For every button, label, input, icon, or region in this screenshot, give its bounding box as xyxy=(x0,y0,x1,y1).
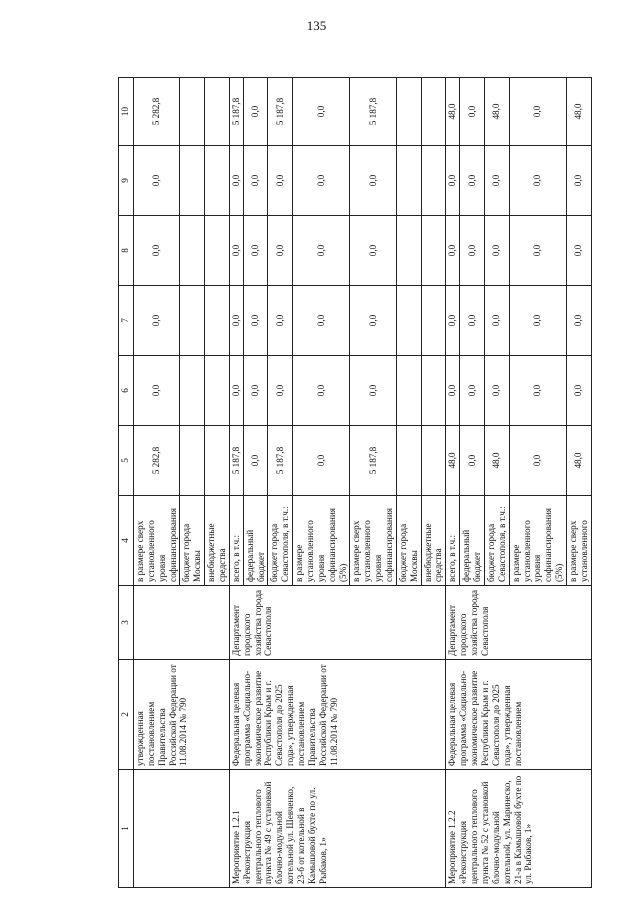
amount-cell xyxy=(396,286,421,356)
amount-cell: 0,0 xyxy=(268,216,293,286)
amount-cell xyxy=(205,426,230,496)
amount-cell: 0,0 xyxy=(293,78,350,146)
amount-cell: 5 187,8 xyxy=(268,78,293,146)
col-header-5: 5 xyxy=(119,426,134,496)
amount-cell: 0,0 xyxy=(566,286,591,356)
executor-cell: Департамент городского хозяйства города Севастополя xyxy=(446,586,591,660)
amount-cell xyxy=(396,146,421,216)
executor-cell xyxy=(134,586,230,660)
amount-cell xyxy=(421,146,446,216)
amount-cell: 0,0 xyxy=(460,78,485,146)
measure-cell: Мероприятие 1.2.1 «Реконструкция центрального теплового пункта № 49 с установкой блочно-модульной котельной ул. Шевченко, 23-б от котельной в Камышовой бухте по ул. Рыбаков, 1» xyxy=(229,770,445,888)
amount-cell: 0,0 xyxy=(134,286,180,356)
funding-source-label: бюджет города Севастополя, в т.ч.: xyxy=(484,496,509,586)
table-row xyxy=(134,78,180,888)
amount-cell: 5 282,8 xyxy=(134,426,180,496)
funding-source-label: бюджет города Москвы xyxy=(396,496,421,586)
header-row xyxy=(119,78,134,888)
amount-cell: 0,0 xyxy=(460,216,485,286)
amount-cell: 0,0 xyxy=(229,286,243,356)
program-cell: Федеральная целевая программа «Социально-экономическое развитие Республики Крым и г. Севастополя до 2025 года», утвержденная постановлением xyxy=(446,660,591,770)
amount-cell xyxy=(421,78,446,146)
amount-cell: 5 187,8 xyxy=(268,426,293,496)
amount-cell: 0,0 xyxy=(460,146,485,216)
amount-cell: 0,0 xyxy=(134,356,180,426)
amount-cell: 0,0 xyxy=(243,78,268,146)
amount-cell: 48,0 xyxy=(566,426,591,496)
amount-cell: 0,0 xyxy=(268,356,293,426)
amount-cell: 5 187,8 xyxy=(350,78,396,146)
amount-cell: 0,0 xyxy=(566,216,591,286)
funding-source-label: бюджет города Москвы xyxy=(180,496,205,586)
funding-source-label: внебюджетные средства xyxy=(421,496,446,586)
amount-cell: 0,0 xyxy=(350,356,396,426)
amount-cell xyxy=(396,356,421,426)
funding-source-label: внебюджетные средства xyxy=(205,496,230,586)
col-header-2: 2 xyxy=(119,660,134,770)
col-header-3: 3 xyxy=(119,586,134,660)
funding-source-label: всего, в т.ч.: xyxy=(446,496,460,586)
amount-cell xyxy=(180,286,205,356)
amount-cell: 0,0 xyxy=(509,78,566,146)
amount-cell xyxy=(180,146,205,216)
funding-source-label: бюджет города Севастополя, в т.ч.: xyxy=(268,496,293,586)
amount-cell xyxy=(180,216,205,286)
amount-cell: 0,0 xyxy=(243,146,268,216)
amount-cell: 0,0 xyxy=(509,216,566,286)
amount-cell: 0,0 xyxy=(484,146,509,216)
amount-cell xyxy=(180,356,205,426)
amount-cell xyxy=(421,216,446,286)
amount-cell xyxy=(205,146,230,216)
amount-cell: 0,0 xyxy=(243,216,268,286)
amount-cell: 0,0 xyxy=(484,286,509,356)
amount-cell: 0,0 xyxy=(460,356,485,426)
amount-cell: 0,0 xyxy=(509,286,566,356)
col-header-4: 4 xyxy=(119,496,134,586)
amount-cell: 0,0 xyxy=(484,356,509,426)
col-header-9: 9 xyxy=(119,146,134,216)
amount-cell: 0,0 xyxy=(566,356,591,426)
amount-cell: 0,0 xyxy=(509,426,566,496)
funding-source-label: в размере сверх установленного уровня софинансирования xyxy=(350,496,396,586)
amount-cell: 0,0 xyxy=(229,146,243,216)
amount-cell: 0,0 xyxy=(484,216,509,286)
amount-cell: 0,0 xyxy=(134,216,180,286)
amount-cell xyxy=(205,286,230,356)
amount-cell: 0,0 xyxy=(268,286,293,356)
amount-cell: 48,0 xyxy=(484,78,509,146)
col-header-7: 7 xyxy=(119,286,134,356)
col-header-8: 8 xyxy=(119,216,134,286)
amount-cell: 5 187,8 xyxy=(350,426,396,496)
amount-cell: 0,0 xyxy=(350,216,396,286)
amount-cell: 0,0 xyxy=(229,356,243,426)
amount-cell xyxy=(421,426,446,496)
amount-cell: 0,0 xyxy=(509,146,566,216)
amount-cell: 0,0 xyxy=(350,286,396,356)
amount-cell: 0,0 xyxy=(134,146,180,216)
amount-cell: 48,0 xyxy=(446,426,460,496)
amount-cell: 48,0 xyxy=(446,78,460,146)
amount-cell xyxy=(180,78,205,146)
measure-cell: Мероприятие 1.2.2 «Реконструкция центрального теплового пункта № 52 с установкой блочно-модульной котельной, ул. Маринеско, 21-а в Камышовой бухте по ул. Рыбаков, 1» xyxy=(446,770,591,888)
col-header-6: 6 xyxy=(119,356,134,426)
amount-cell: 0,0 xyxy=(460,286,485,356)
funding-source-label: федеральный бюджет xyxy=(460,496,485,586)
executor-cell: Департамент городского хозяйства города Севастополя xyxy=(229,586,445,660)
funding-source-label: в размере сверх установленного xyxy=(566,496,591,586)
amount-cell: 0,0 xyxy=(446,356,460,426)
amount-cell: 48,0 xyxy=(566,78,591,146)
funding-source-label: всего, в т.ч.: xyxy=(229,496,243,586)
amount-cell: 0,0 xyxy=(350,146,396,216)
rotated-table xyxy=(118,78,622,888)
amount-cell: 0,0 xyxy=(243,286,268,356)
amount-cell xyxy=(421,286,446,356)
program-cell: Федеральная целевая программа «Социально-экономическое развитие Республики Крым и г. Севастополя до 2025 года», утвержденная постановлением Правительства Российской Федерации от 11.08.2014 № 790 xyxy=(229,660,445,770)
program-cell: утвержденная постановлением Правительства Российской Федерации от 11.08.2014 № 790 xyxy=(134,660,230,770)
table-row xyxy=(229,78,243,888)
page-number: 135 xyxy=(306,18,327,33)
amount-cell: 5 282,8 xyxy=(134,78,180,146)
amount-cell xyxy=(396,426,421,496)
amount-cell: 0,0 xyxy=(509,356,566,426)
amount-cell: 0,0 xyxy=(566,146,591,216)
amount-cell: 0,0 xyxy=(293,286,350,356)
amount-cell: 0,0 xyxy=(243,356,268,426)
amount-cell: 0,0 xyxy=(243,426,268,496)
amount-cell: 0,0 xyxy=(446,146,460,216)
funding-source-label: в размере установленного уровня софинансирования (5%) xyxy=(509,496,566,586)
amount-cell: 0,0 xyxy=(268,146,293,216)
rotated-table-container xyxy=(118,78,622,888)
amount-cell: 0,0 xyxy=(446,286,460,356)
amount-cell xyxy=(180,426,205,496)
amount-cell xyxy=(421,356,446,426)
funding-source-label: федеральный бюджет xyxy=(243,496,268,586)
amount-cell: 0,0 xyxy=(293,426,350,496)
amount-cell: 0,0 xyxy=(446,216,460,286)
amount-cell: 0,0 xyxy=(293,356,350,426)
amount-cell: 48,0 xyxy=(484,426,509,496)
col-header-1: 1 xyxy=(119,770,134,888)
amount-cell: 0,0 xyxy=(229,216,243,286)
amount-cell: 0,0 xyxy=(460,426,485,496)
funding-source-label: в размере установленного уровня софинансирования (5%) xyxy=(293,496,350,586)
amount-cell xyxy=(205,216,230,286)
amount-cell xyxy=(205,78,230,146)
amount-cell xyxy=(396,78,421,146)
col-header-10: 10 xyxy=(119,78,134,146)
amount-cell: 0,0 xyxy=(293,146,350,216)
amount-cell: 5 187,8 xyxy=(229,426,243,496)
table-row xyxy=(446,78,460,888)
funding-source-label: в размере сверх установленного уровня софинансирования xyxy=(134,496,180,586)
measure-cell xyxy=(134,770,230,888)
amount-cell: 5 187,8 xyxy=(229,78,243,146)
amount-cell xyxy=(205,356,230,426)
amount-cell: 0,0 xyxy=(293,216,350,286)
amount-cell xyxy=(396,216,421,286)
financing-table xyxy=(118,77,592,888)
